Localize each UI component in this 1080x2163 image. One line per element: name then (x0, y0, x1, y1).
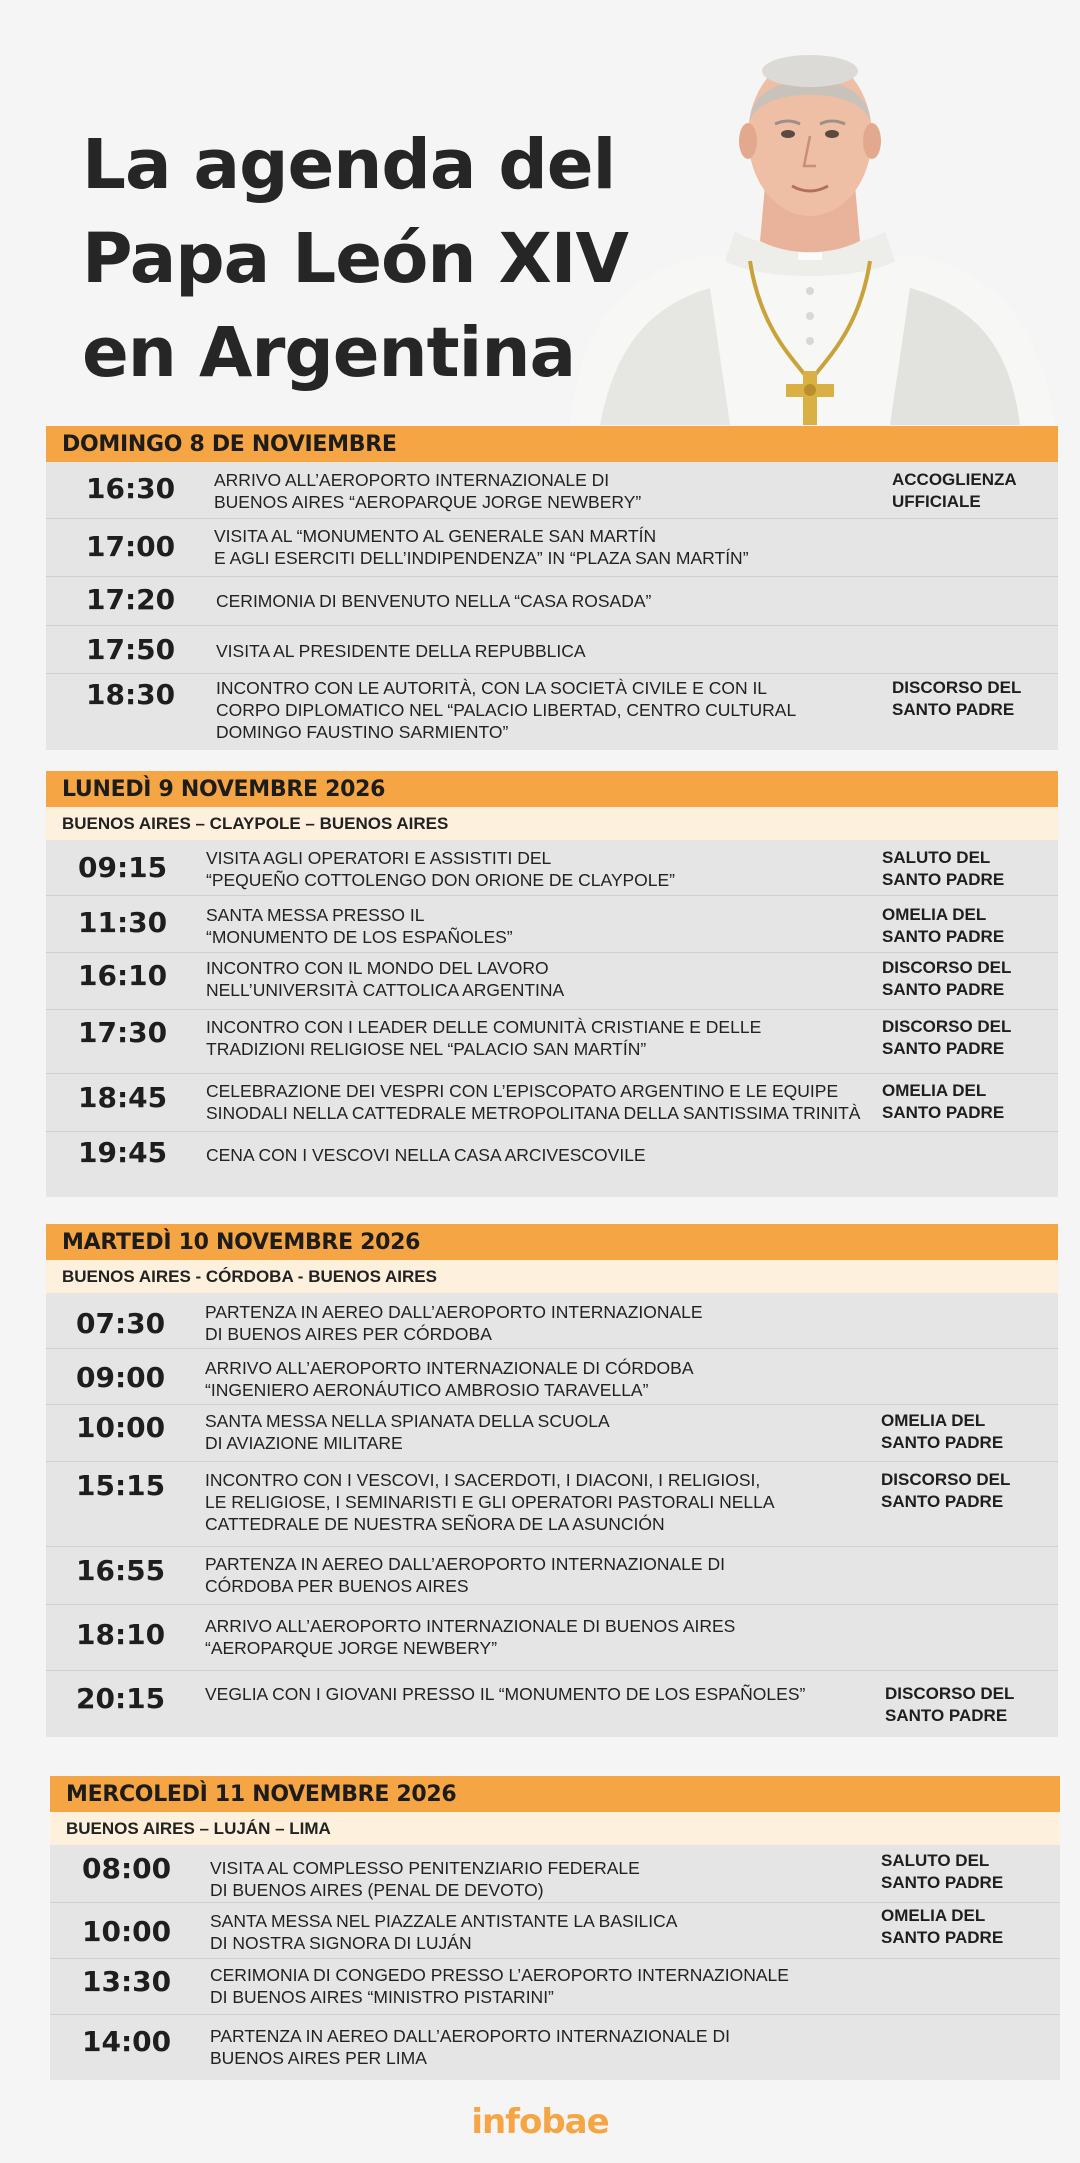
event-tag: OMELIA DEL SANTO PADRE (882, 1081, 1005, 1122)
event-row (46, 1605, 1058, 1671)
day-route: BUENOS AIRES – CLAYPOLE – BUENOS AIRES (46, 807, 1058, 840)
day-events (46, 840, 1058, 1197)
day-section-4 (50, 1776, 1060, 2080)
event-time: 17:20 (86, 583, 176, 616)
event-time: 09:15 (78, 851, 168, 884)
event-tag: DISCORSO DEL SANTO PADRE (882, 958, 1012, 999)
page-title (82, 118, 628, 400)
event-description: VISITA AGLI OPERATORI E ASSISTITI DEL “PEQUEÑO COTTOLENGO DON ORIONE DE CLAYPOLE” (206, 848, 676, 890)
event-description: INCONTRO CON I LEADER DELLE COMUNITÀ CRISTIANE E DELLE TRADIZIONI RELIGIOSE NEL “PALACIO SAN MARTÍN” (206, 1017, 762, 1059)
event-description: CELEBRAZIONE DEI VESPRI CON L’EPISCOPATO ARGENTINO E LE EQUIPE SINODALI NELLA CATTEDRALE METROPOLITANA DELLA SANTISSIMA TRINITÀ (206, 1081, 861, 1123)
event-description: ARRIVO ALL’AEROPORTO INTERNAZIONALE DI BUENOS AIRES “AEROPARQUE JORGE NEWBERY” (214, 470, 642, 512)
event-description: VISITA AL PRESIDENTE DELLA REPUBBLICA (216, 641, 586, 661)
event-time: 16:55 (76, 1554, 166, 1587)
event-description: VISITA AL “MONUMENTO AL GENERALE SAN MARTÍN E AGLI ESERCITI DELL’INDIPENDENZA” IN “PLAZA SAN MARTÍN” (214, 526, 749, 568)
event-row (46, 1405, 1058, 1462)
event-tag: ACCOGLIENZA UFFICIALE (892, 470, 1017, 511)
day-events (46, 1293, 1058, 1737)
event-row (46, 1349, 1058, 1405)
event-row (46, 577, 1058, 626)
event-tag: DISCORSO DEL SANTO PADRE (892, 678, 1022, 719)
event-description: PARTENZA IN AEREO DALL’AEROPORTO INTERNAZIONALE DI CÓRDOBA PER BUENOS AIRES (205, 1554, 725, 1596)
event-row (46, 674, 1058, 750)
infobae-logo: infobae (471, 2102, 609, 2142)
event-time: 10:00 (76, 1411, 166, 1444)
header (0, 0, 1080, 425)
event-tag: SALUTO DEL SANTO PADRE (882, 848, 1005, 889)
day-section-2 (46, 771, 1058, 1197)
day-route: BUENOS AIRES – LUJÁN – LIMA (50, 1812, 1060, 1845)
event-tag: DISCORSO DEL SANTO PADRE (885, 1684, 1015, 1725)
event-time: 16:10 (78, 959, 168, 992)
event-time: 10:00 (82, 1915, 172, 1948)
event-row (46, 1671, 1058, 1737)
event-description: ARRIVO ALL’AEROPORTO INTERNAZIONALE DI CÓRDOBA “INGENIERO AERONÁUTICO AMBROSIO TARAVELLA” (205, 1358, 694, 1400)
event-row (46, 626, 1058, 674)
event-time: 11:30 (78, 906, 168, 939)
day-heading: MERCOLEDÌ 11 NOVEMBRE 2026 (50, 1776, 1060, 1812)
title-line-3: en Argentina (82, 313, 576, 393)
event-time: 18:45 (78, 1081, 168, 1114)
day-route: BUENOS AIRES - CÓRDOBA - BUENOS AIRES (46, 1260, 1058, 1293)
event-description: PARTENZA IN AEREO DALL’AEROPORTO INTERNAZIONALE DI BUENOS AIRES PER CÓRDOBA (205, 1302, 703, 1344)
event-time: 15:15 (76, 1469, 166, 1502)
event-time: 17:00 (86, 530, 176, 563)
day-heading: MARTEDÌ 10 NOVEMBRE 2026 (46, 1224, 1058, 1260)
event-time: 16:30 (86, 472, 176, 505)
event-row (46, 840, 1058, 896)
event-time: 18:30 (86, 678, 176, 711)
event-description: ARRIVO ALL’AEROPORTO INTERNAZIONALE DI BUENOS AIRES “AEROPARQUE JORGE NEWBERY” (205, 1616, 736, 1658)
event-row (46, 953, 1058, 1010)
event-row (46, 1132, 1058, 1197)
title-line-1: La agenda del (82, 125, 616, 205)
event-time: 07:30 (76, 1307, 166, 1340)
event-tag: OMELIA DEL SANTO PADRE (881, 1906, 1004, 1947)
event-row (50, 1903, 1060, 1959)
event-description: INCONTRO CON I VESCOVI, I SACERDOTI, I DIACONI, I RELIGIOSI, LE RELIGIOSE, I SEMINARISTI E GLI OPERATORI PASTORALI NELLA CATTEDRALE DE NUESTRA SEÑORA DE LA ASUNCIÓN (205, 1470, 775, 1534)
event-tag: DISCORSO DEL SANTO PADRE (882, 1017, 1012, 1058)
event-row (50, 2015, 1060, 2080)
event-time: 17:50 (86, 633, 176, 666)
event-row (46, 1010, 1058, 1074)
event-description: CERIMONIA DI CONGEDO PRESSO L’AEROPORTO INTERNAZIONALE DI BUENOS AIRES “MINISTRO PISTARINI” (210, 1965, 789, 2007)
event-time: 19:45 (78, 1136, 168, 1169)
event-row (50, 1959, 1060, 2015)
event-time: 20:15 (76, 1682, 166, 1715)
event-time: 14:00 (82, 2025, 172, 2058)
event-time: 17:30 (78, 1016, 168, 1049)
event-description: CENA CON I VESCOVI NELLA CASA ARCIVESCOVILE (206, 1145, 646, 1165)
event-time: 08:00 (82, 1852, 172, 1885)
event-row (46, 1293, 1058, 1349)
event-time: 13:30 (82, 1965, 172, 1998)
pope-portrait-image (560, 26, 1060, 425)
event-row (46, 1547, 1058, 1605)
event-description: SANTA MESSA NELLA SPIANATA DELLA SCUOLA DI AVIAZIONE MILITARE (205, 1411, 610, 1453)
day-events (50, 1845, 1060, 2080)
event-tag: DISCORSO DEL SANTO PADRE (881, 1470, 1011, 1511)
day-section-1 (46, 426, 1058, 750)
event-description: VEGLIA CON I GIOVANI PRESSO IL “MONUMENTO DE LOS ESPAÑOLES” (205, 1684, 806, 1704)
event-row (50, 1845, 1060, 1903)
event-description: VISITA AL COMPLESSO PENITENZIARIO FEDERALE DI BUENOS AIRES (PENAL DE DEVOTO) (210, 1858, 640, 1900)
day-events (46, 462, 1058, 750)
event-row (46, 1462, 1058, 1547)
event-tag: OMELIA DEL SANTO PADRE (882, 905, 1005, 946)
day-heading: LUNEDÌ 9 NOVEMBRE 2026 (46, 771, 1058, 807)
event-description: INCONTRO CON IL MONDO DEL LAVORO NELL’UNIVERSITÀ CATTOLICA ARGENTINA (206, 958, 565, 1000)
event-description: SANTA MESSA PRESSO IL “MONUMENTO DE LOS ESPAÑOLES” (206, 905, 513, 947)
event-row (46, 519, 1058, 577)
event-row (46, 1074, 1058, 1132)
event-tag: OMELIA DEL SANTO PADRE (881, 1411, 1004, 1452)
event-time: 18:10 (76, 1618, 166, 1651)
event-row (46, 462, 1058, 519)
day-section-3 (46, 1224, 1058, 1737)
event-time: 09:00 (76, 1361, 166, 1394)
title-line-2: Papa León XIV (82, 219, 628, 299)
event-tag: SALUTO DEL SANTO PADRE (881, 1851, 1004, 1892)
event-description: SANTA MESSA NEL PIAZZALE ANTISTANTE LA BASILICA DI NOSTRA SIGNORA DI LUJÁN (210, 1911, 678, 1953)
event-row (46, 896, 1058, 953)
event-description: CERIMONIA DI BENVENUTO NELLA “CASA ROSADA” (216, 591, 652, 611)
day-heading: DOMINGO 8 DE NOVIEMBRE (46, 426, 1058, 462)
event-description: PARTENZA IN AEREO DALL’AEROPORTO INTERNAZIONALE DI BUENOS AIRES PER LIMA (210, 2026, 730, 2068)
event-description: INCONTRO CON LE AUTORITÀ, CON LA SOCIETÀ CIVILE E CON IL CORPO DIPLOMATICO NEL “PALACIO LIBERTAD, CENTRO CULTURAL DOMINGO FAUSTINO SARMIENTO” (216, 678, 797, 742)
